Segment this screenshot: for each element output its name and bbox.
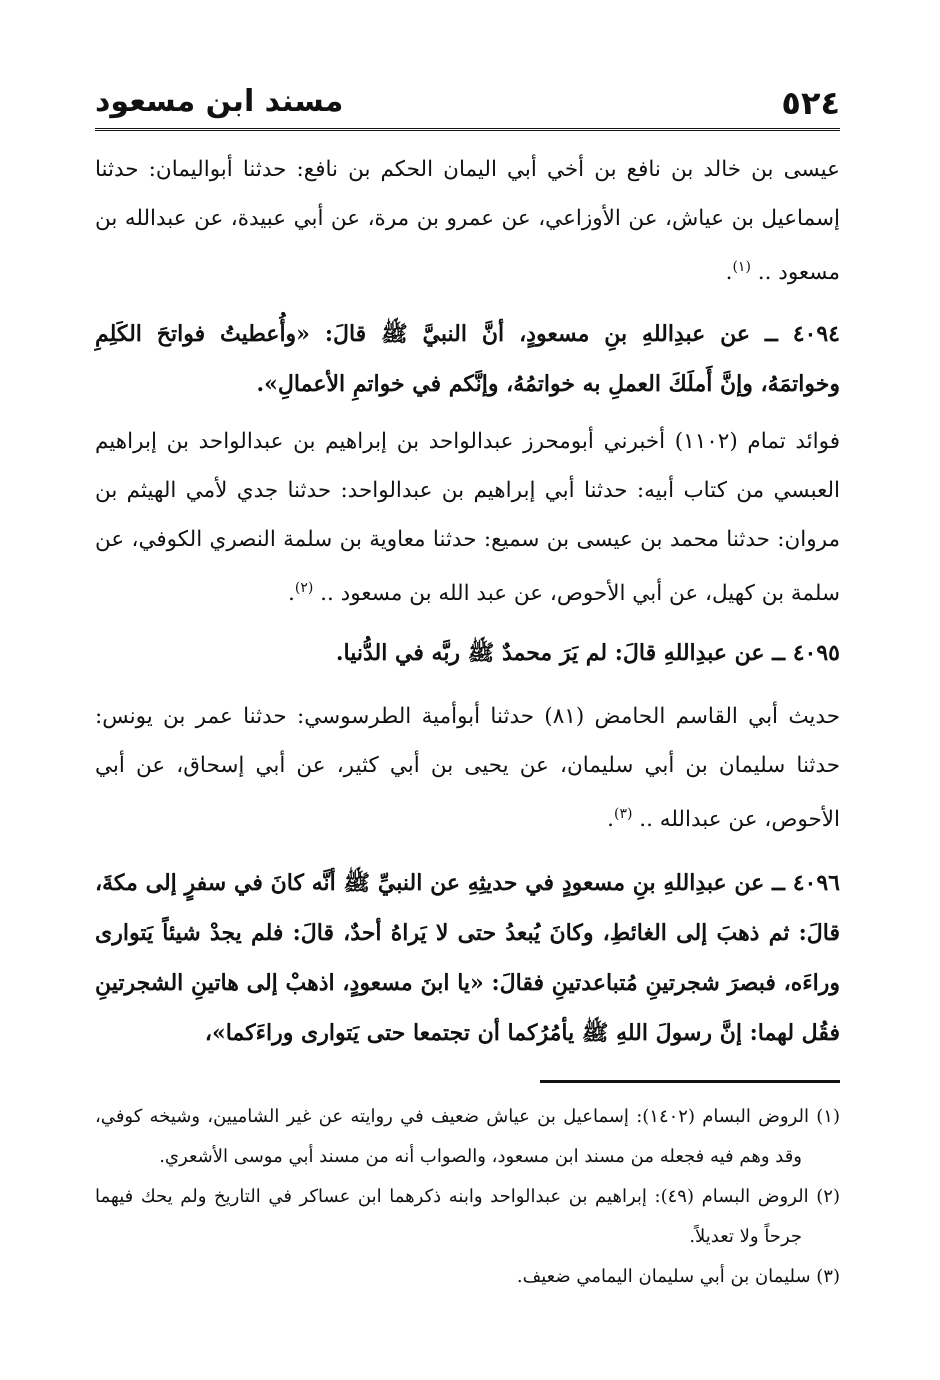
isnad-paragraph: حديث أبي القاسم الحامض (٨١) حدثنا أبوأمية الطرسوسي: حدثنا عمر بن يونس: حدثنا سليمان بن أبي سليمان، عن يحيى بن أبي كثير، عن أبي إسحاق، عن أبي الأحوص، عن عبدالله .. $^{(٣)}$. (95, 704, 840, 833)
footnote-3: (٣) سليمان بن أبي سليمان اليمامي ضعيف. (516, 1266, 840, 1288)
isnad-paragraph: فوائد تمام (١١٠٢) أخبرني أبومحرز عبدالواحد بن إبراهيم بن عبدالواحد بن إبراهيم العبسي من كتاب أبيه: حدثنا أبي إبراهيم بن عبدالواحد: حدثنا جدي لأمي الهيثم بن مروان: حدثنا محمد بن عيسى بن سميع: حدثنا معاوية بن سلمة النصري الكوفي، عن سلمة بن كهيل، عن أبي الأحوص، عن عبد الله بن مسعود .. $^{(٢)}$. (95, 429, 840, 607)
footnote-1: (١) الروض البسام (١٤٠٢): إسماعيل بن عياش ضعيف في روايته عن غير الشاميين، وشيخه كوفي، وقد وهم فيه فجعله من مسند ابن مسعود، والصواب أنه من مسند أبي موسى الأشعري. (95, 1106, 840, 1168)
paragraph-text: حديث أبي القاسم الحامض (٨١) حدثنا أبوأمية الطرسوسي: حدثنا عمر بن يونس: حدثنا سليمان بن أبي سليمان، عن يحيى بن أبي كثير، عن أبي إسحاق، عن أبي الأحوص، عن عبدالله .. (95, 704, 840, 833)
page-number: ٥٢٤ (781, 84, 840, 122)
footnote-ref: (٣) (613, 806, 633, 823)
footnote-ref: (١) (732, 259, 751, 275)
paragraph-text: ٤٠٩٦ ــ عن عبدِاللهِ بنِ مسعودٍ في حديثِهِ عن النبيِّ ﷺ أنَّه كانَ في سفرٍ إلى مكةَ، قالَ: ثم ذهبَ إلى الغائطِ، وكانَ يُبعدُ حتى لا يَراهُ أحدٌ، قالَ: فلم يجدْ شيئاً يَتوارى وراءَه، فبصرَ شجرتينِ مُتباعدتينِ فقالَ: «يا ابنَ مسعودٍ، اذهبْ إلى هاتينِ الشجرتينِ فقُل لهما: إنَّ رسولَ اللهِ ﷺ يأمُرُكما أن تجتمعا حتى يَتوارى وراءَكما»، (95, 870, 840, 1047)
hadith-4095 (95, 628, 840, 678)
paragraph-text: ٤٠٩٥ ــ عن عبدِاللهِ قالَ: لم يَرَ محمدٌ ﷺ ربَّه في الدُّنيا. (335, 640, 840, 667)
footnote-separator (540, 1080, 840, 1083)
document-page (95, 82, 840, 1297)
footnote-ref: (٢) (294, 580, 314, 597)
hadith-4094 (95, 309, 840, 409)
hadith-4096 (95, 858, 840, 1058)
paragraph-text: عيسى بن خالد بن نافع بن أخي أبي اليمان الحكم بن نافع: حدثنا أبواليمان: حدثنا إسماعيل بن عياش، عن الأوزاعي، عن عمرو بن مرة، عن أبي عبيدة، عن عبدالله بن مسعود .. (95, 157, 840, 286)
footnote-2: (٢) الروض البسام (٤٩): إبراهيم بن عبدالواحد وابنه ذكرهما ابن عساكر في التاريخ ولم يحك فيهما جرحاً ولا تعديلاً. (95, 1186, 840, 1248)
running-title: مسند ابن مسعود (95, 84, 344, 119)
page-header (95, 82, 840, 131)
footnotes (95, 1097, 840, 1297)
isnad-paragraph: عيسى بن خالد بن نافع بن أخي أبي اليمان الحكم بن نافع: حدثنا أبواليمان: حدثنا إسماعيل بن عياش، عن الأوزاعي، عن عمرو بن مرة، عن أبي عبيدة، عن عبدالله بن مسعود .. $^{(١)}$. (95, 157, 840, 286)
paragraph-text: ٤٠٩٤ ــ عن عبدِاللهِ بنِ مسعودٍ، أنَّ النبيَّ ﷺ قالَ: «وأُعطيتُ فواتحَ الكَلِمِ وخواتمَهُ، وإنَّ أَملَكَ العملِ به خواتمُهُ، وإنَّكم في خواتمِ الأعمالِ». (95, 321, 840, 398)
paragraph-text: فوائد تمام (١١٠٢) أخبرني أبومحرز عبدالواحد بن إبراهيم بن عبدالواحد بن إبراهيم العبسي من كتاب أبيه: حدثنا أبي إبراهيم بن عبدالواحد: حدثنا جدي لأمي الهيثم بن مروان: حدثنا محمد بن عيسى بن سميع: حدثنا معاوية بن سلمة النصري الكوفي، عن سلمة بن كهيل، عن أبي الأحوص، عن عبد الله بن مسعود .. (95, 429, 840, 607)
